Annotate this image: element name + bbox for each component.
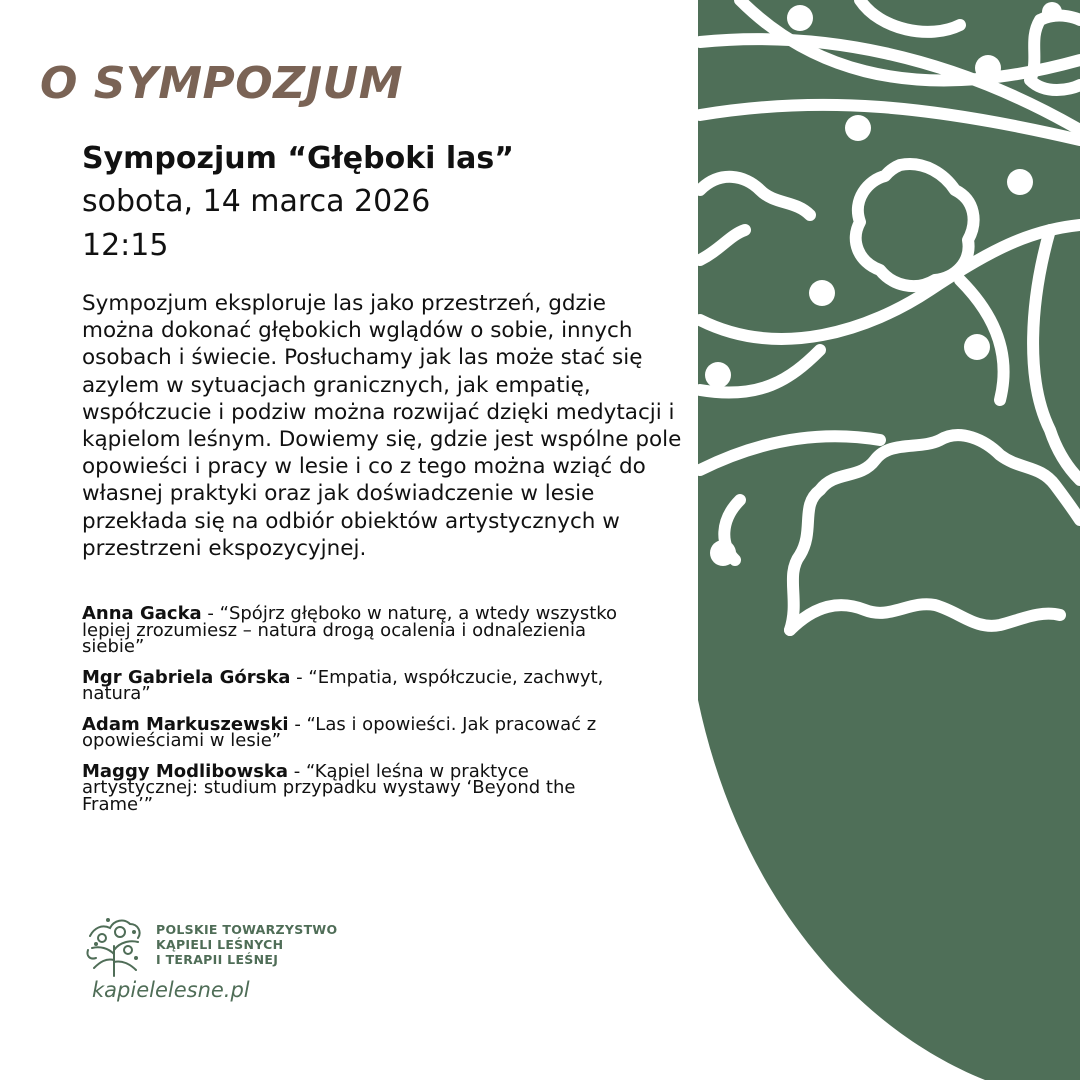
talk-title: - “Las i opowieści. Jak pracować z opowieściami w lesie”	[82, 713, 597, 751]
website-link[interactable]: kapielelesne.pl	[92, 978, 250, 1002]
talk-title: - “Spójrz głęboko w naturę, a wtedy wszystko lepiej zrozumiesz – natura drogą ocalenia i odnalezienia siebie”	[82, 603, 618, 657]
organization-name	[156, 922, 337, 967]
speaker-name: Maggy Modlibowska	[82, 760, 289, 782]
talk-title: - “Empatia, współczucie, zachwyt, natura”	[82, 666, 604, 704]
talk-item	[82, 666, 642, 704]
speaker-name: Anna Gacka	[82, 603, 202, 624]
talk-title: - “Kąpiel leśna w praktyce artystycznej: studium przypadku wystawy ‘Beyond the Frame’”	[82, 760, 576, 815]
organization-name-line: I TERAPII LEŚNEJ	[156, 952, 279, 967]
talk-item	[82, 713, 642, 751]
event-description: Sympozjum eksploruje las jako przestrzeń, gdzie można dokonać głębokich wglądów o sobie, innych osobach i świecie. Posłuchamy jak las może stać się azylem w sytuacjach granicznych, jak empatię, współczucie i podziw można rozwijać dzięki medytacji i kąpielom leśnym. Dowiemy się, gdzie jest wspólne pole opowieści i pracy w lesie i co z tego można wziąć do własnej praktyki oraz jak doświadczenie w lesie przekłada się na odbiór obiektów artystycznych w przestrzeni ekspozycyjnej.	[82, 291, 682, 561]
speaker-name: Adam Markuszewski	[82, 713, 289, 735]
event-time: 12:15	[82, 228, 169, 263]
section-title: O SYMPOZJUM	[40, 58, 403, 109]
organization-name-line: KĄPIELI LEŚNYCH	[156, 937, 284, 952]
organization-logo-block	[80, 910, 400, 1010]
organization-name-line: POLSKIE TOWARZYSTWO	[156, 922, 338, 937]
event-date: sobota, 14 marca 2026	[82, 184, 431, 219]
event-info	[82, 138, 514, 268]
talks-list	[82, 603, 642, 827]
speaker-name: Mgr Gabriela Górska	[82, 666, 291, 688]
talk-item	[82, 760, 642, 815]
event-title: Sympozjum “Głęboki las”	[82, 141, 514, 176]
tree-icon	[80, 910, 148, 978]
talk-item	[82, 603, 642, 657]
